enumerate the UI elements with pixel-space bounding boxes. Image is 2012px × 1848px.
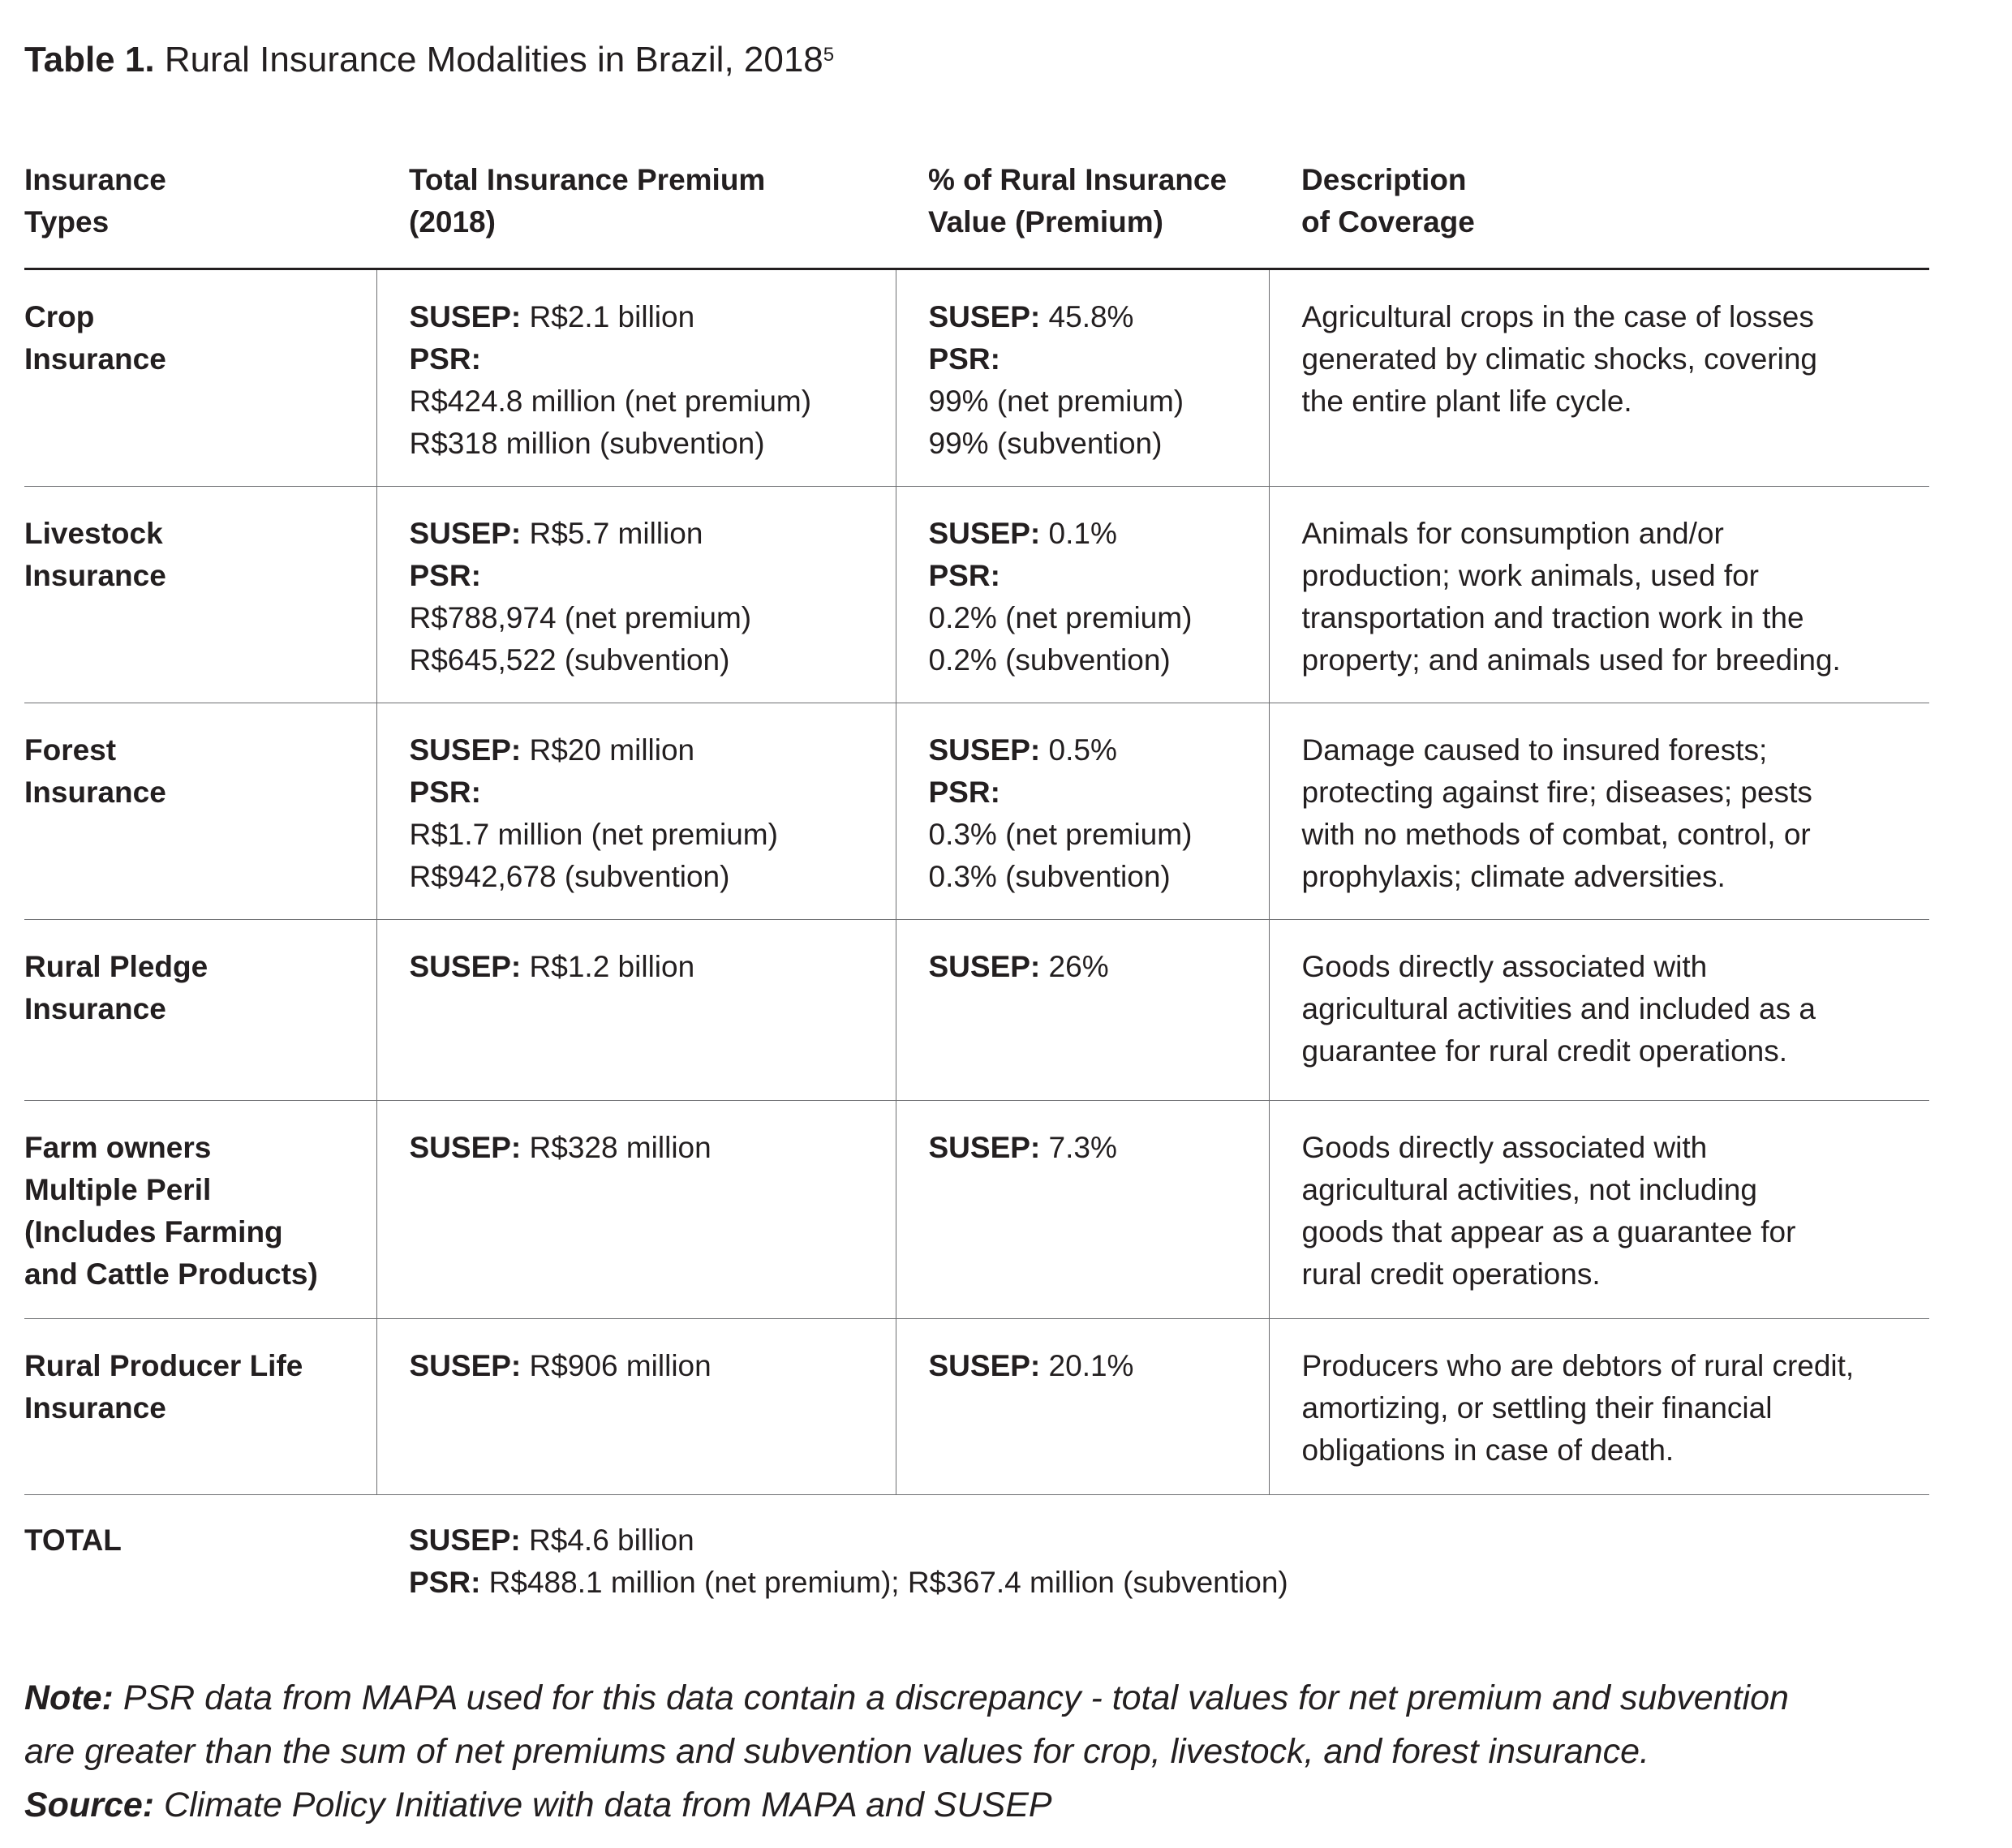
- total-label: TOTAL: [24, 1524, 122, 1557]
- type-line: Insurance: [24, 776, 166, 809]
- psr-label: PSR:: [928, 342, 1000, 376]
- cell-description: [1269, 487, 1929, 703]
- susep-value: 45.8%: [1040, 300, 1134, 333]
- susep-line: [929, 729, 1261, 771]
- susep-line: [410, 513, 888, 555]
- cell-premium: [376, 487, 896, 703]
- susep-line: [929, 513, 1261, 555]
- psr-value: R$424.8 million (net premium): [409, 385, 812, 418]
- cell-share: [896, 1319, 1269, 1495]
- note-text: PSR data from MAPA used for this data contain a discrepancy - total values for net premium and subvention: [113, 1678, 1789, 1717]
- table-title-label: Table 1.: [24, 40, 155, 80]
- note-text: are greater than the sum of net premiums and subvention values for crop, livestock, and forest insurance.: [24, 1732, 1649, 1771]
- cell-insurance-type: [24, 269, 376, 487]
- type-line: and Cattle Products): [24, 1257, 318, 1291]
- description-line: Goods directly associated with: [1301, 950, 1708, 983]
- susep-value: 7.3%: [1040, 1131, 1117, 1164]
- note-line: [24, 1671, 1789, 1725]
- susep-value: 0.1%: [1040, 517, 1117, 550]
- total-susep-value: R$4.6 billion: [520, 1524, 694, 1557]
- description-line: amortizing, or settling their financial: [1301, 1391, 1773, 1425]
- table-title: [24, 36, 834, 84]
- description-line: Producers who are debtors of rural credit,: [1301, 1349, 1855, 1382]
- description-line: Damage caused to insured forests;: [1301, 733, 1768, 767]
- total-psr-line: [409, 1562, 1921, 1604]
- psr-value: 99% (subvention): [928, 427, 1163, 460]
- cell-premium: [376, 1319, 896, 1495]
- type-line: Crop: [24, 300, 95, 333]
- description-line: obligations in case of death.: [1301, 1433, 1675, 1467]
- total-row: [24, 1495, 1929, 1618]
- susep-label: SUSEP:: [928, 1349, 1041, 1382]
- header-description: [1269, 154, 1929, 269]
- susep-line: [929, 1345, 1261, 1387]
- psr-value: R$645,522 (subvention): [409, 643, 730, 677]
- total-psr-value: R$488.1 million (net premium); R$367.4 million (subvention): [480, 1566, 1288, 1599]
- type-line: Livestock: [24, 517, 163, 550]
- header-percent-value: [896, 154, 1269, 269]
- susep-line: [929, 296, 1261, 338]
- susep-value: 20.1%: [1040, 1349, 1134, 1382]
- table-row: [24, 1101, 1929, 1319]
- description-line: guarantee for rural credit operations.: [1301, 1034, 1788, 1068]
- description-line: goods that appear as a guarantee for: [1301, 1215, 1796, 1248]
- table-notes: [24, 1671, 1789, 1832]
- cell-insurance-type: [24, 703, 376, 920]
- description-line: Goods directly associated with: [1301, 1131, 1708, 1164]
- description-line: production; work animals, used for: [1301, 559, 1759, 592]
- description-line: agricultural activities, not including: [1301, 1173, 1757, 1206]
- susep-line: [410, 1127, 888, 1169]
- description-line: with no methods of combat, control, or: [1301, 818, 1811, 851]
- susep-label: SUSEP:: [409, 517, 522, 550]
- description-line: Agricultural crops in the case of losses: [1301, 300, 1814, 333]
- header-insurance-types: [24, 154, 376, 269]
- cell-premium: [376, 920, 896, 1101]
- susep-label: SUSEP:: [409, 950, 522, 983]
- description-line: generated by climatic shocks, covering: [1301, 342, 1817, 376]
- header-line: (2018): [409, 205, 496, 239]
- susep-line: [929, 1127, 1261, 1169]
- susep-label: SUSEP:: [928, 1131, 1041, 1164]
- source-label: Source:: [24, 1786, 155, 1824]
- psr-label: PSR:: [409, 1566, 481, 1599]
- cell-share: [896, 487, 1269, 703]
- type-line: Insurance: [24, 559, 166, 592]
- table-row: [24, 703, 1929, 920]
- susep-label: SUSEP:: [409, 1349, 522, 1382]
- cell-description: [1269, 703, 1929, 920]
- susep-value: R$5.7 million: [521, 517, 703, 550]
- cell-insurance-type: [24, 1319, 376, 1495]
- susep-label: SUSEP:: [409, 1131, 522, 1164]
- insurance-table: [24, 154, 1929, 1617]
- source-line: [24, 1778, 1789, 1832]
- total-susep-line: [409, 1519, 1921, 1562]
- psr-label: PSR:: [409, 776, 481, 809]
- susep-label: SUSEP:: [409, 733, 522, 767]
- description-line: rural credit operations.: [1301, 1257, 1601, 1291]
- susep-value: R$20 million: [521, 733, 695, 767]
- header-line: Value (Premium): [928, 205, 1163, 239]
- table-row: [24, 920, 1929, 1101]
- susep-label: SUSEP:: [928, 733, 1041, 767]
- type-line: Multiple Peril: [24, 1173, 212, 1206]
- type-line: Insurance: [24, 992, 166, 1025]
- cell-insurance-type: [24, 487, 376, 703]
- cell-share: [896, 703, 1269, 920]
- susep-line: [410, 729, 888, 771]
- type-line: Insurance: [24, 1391, 166, 1425]
- psr-label: PSR:: [409, 342, 481, 376]
- type-line: Forest: [24, 733, 117, 767]
- table-title-text: Rural Insurance Modalities in Brazil, 2018: [164, 40, 823, 80]
- header-line: Types: [24, 205, 110, 239]
- table-row: [24, 269, 1929, 487]
- susep-value: R$1.2 billion: [521, 950, 695, 983]
- psr-label: PSR:: [928, 559, 1000, 592]
- susep-value: 26%: [1040, 950, 1109, 983]
- description-line: property; and animals used for breeding.: [1301, 643, 1841, 677]
- cell-share: [896, 920, 1269, 1101]
- susep-label: SUSEP:: [409, 1524, 521, 1557]
- psr-value: 0.3% (net premium): [928, 818, 1193, 851]
- cell-description: [1269, 1101, 1929, 1319]
- type-line: Rural Producer Life: [24, 1349, 303, 1382]
- psr-value: R$788,974 (net premium): [409, 601, 752, 634]
- description-line: the entire plant life cycle.: [1301, 385, 1632, 418]
- susep-value: R$2.1 billion: [521, 300, 695, 333]
- note-label: Note:: [24, 1678, 114, 1717]
- table-row: [24, 1319, 1929, 1495]
- susep-line: [410, 946, 888, 988]
- header-line: Description: [1301, 163, 1467, 196]
- header-line: Insurance: [24, 163, 166, 196]
- psr-label: PSR:: [928, 776, 1000, 809]
- header-total-premium: [376, 154, 896, 269]
- susep-value: R$906 million: [521, 1349, 712, 1382]
- susep-label: SUSEP:: [409, 300, 522, 333]
- cell-description: [1269, 1319, 1929, 1495]
- psr-value: 99% (net premium): [928, 385, 1184, 418]
- description-line: protecting against fire; diseases; pests: [1301, 776, 1812, 809]
- susep-label: SUSEP:: [928, 517, 1041, 550]
- susep-line: [410, 296, 888, 338]
- susep-label: SUSEP:: [928, 300, 1041, 333]
- psr-value: R$942,678 (subvention): [409, 860, 730, 893]
- total-values: [376, 1495, 1929, 1618]
- table-header-row: [24, 154, 1929, 269]
- cell-share: [896, 269, 1269, 487]
- psr-value: R$318 million (subvention): [409, 427, 765, 460]
- type-line: Rural Pledge: [24, 950, 209, 983]
- description-line: transportation and traction work in the: [1301, 601, 1804, 634]
- susep-line: [410, 1345, 888, 1387]
- cell-insurance-type: [24, 1101, 376, 1319]
- source-text: Climate Policy Initiative with data from MAPA and SUSEP: [154, 1786, 1052, 1824]
- title-footnote-marker: 5: [823, 44, 835, 66]
- cell-insurance-type: [24, 920, 376, 1101]
- header-line: % of Rural Insurance: [928, 163, 1227, 196]
- psr-value: 0.3% (subvention): [928, 860, 1171, 893]
- susep-line: [929, 946, 1261, 988]
- type-line: Insurance: [24, 342, 166, 376]
- susep-value: 0.5%: [1040, 733, 1117, 767]
- cell-premium: [376, 1101, 896, 1319]
- susep-value: R$328 million: [521, 1131, 712, 1164]
- cell-premium: [376, 703, 896, 920]
- psr-value: R$1.7 million (net premium): [409, 818, 778, 851]
- type-line: Farm owners: [24, 1131, 212, 1164]
- psr-value: 0.2% (subvention): [928, 643, 1171, 677]
- table-row: [24, 487, 1929, 703]
- description-line: agricultural activities and included as a: [1301, 992, 1816, 1025]
- psr-label: PSR:: [409, 559, 481, 592]
- header-line: of Coverage: [1301, 205, 1475, 239]
- type-line: (Includes Farming: [24, 1215, 283, 1248]
- cell-share: [896, 1101, 1269, 1319]
- cell-premium: [376, 269, 896, 487]
- header-line: Total Insurance Premium: [409, 163, 766, 196]
- susep-label: SUSEP:: [928, 950, 1041, 983]
- cell-description: [1269, 920, 1929, 1101]
- description-line: Animals for consumption and/or: [1301, 517, 1724, 550]
- psr-value: 0.2% (net premium): [928, 601, 1193, 634]
- description-line: prophylaxis; climate adversities.: [1301, 860, 1726, 893]
- cell-description: [1269, 269, 1929, 487]
